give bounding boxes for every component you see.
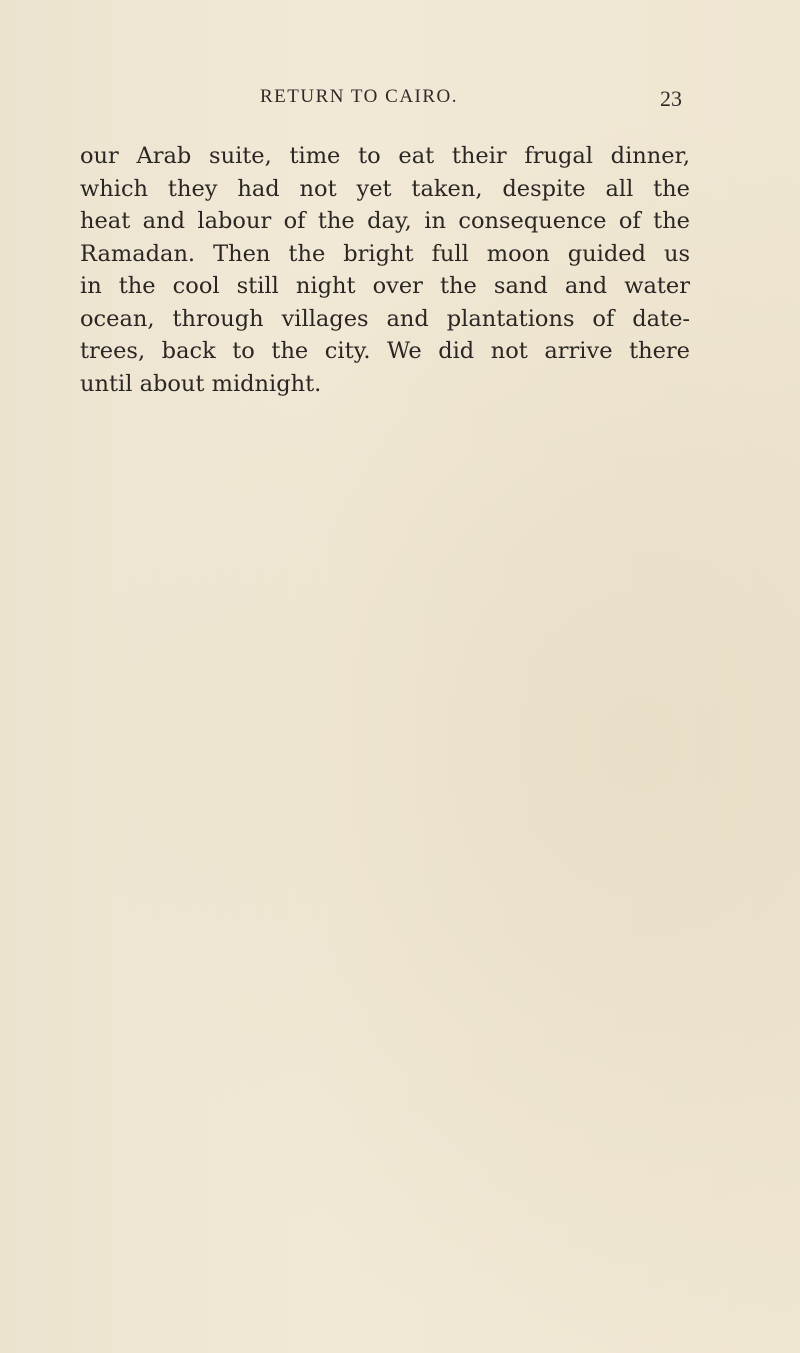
running-title: RETURN TO CAIRO. xyxy=(260,86,459,107)
running-head xyxy=(80,86,680,116)
text-line: in the cool still night over the sand and water xyxy=(80,273,690,299)
body-paragraph xyxy=(80,140,690,400)
page-number: 23 xyxy=(660,86,682,111)
text-line: which they had not yet taken, despite all the xyxy=(80,175,690,202)
text-line: trees, back to the city. We did not arrive there xyxy=(80,338,690,364)
text-line: ocean, through villages and plantations of date- xyxy=(80,305,690,332)
text-line: until about midnight. xyxy=(80,370,322,397)
text-line: our Arab suite, time to eat their frugal dinner, xyxy=(80,143,690,169)
text-line: heat and labour of the day, in consequence of the xyxy=(80,208,690,234)
text-line: Ramadan. Then the bright full moon guided us xyxy=(80,240,690,267)
